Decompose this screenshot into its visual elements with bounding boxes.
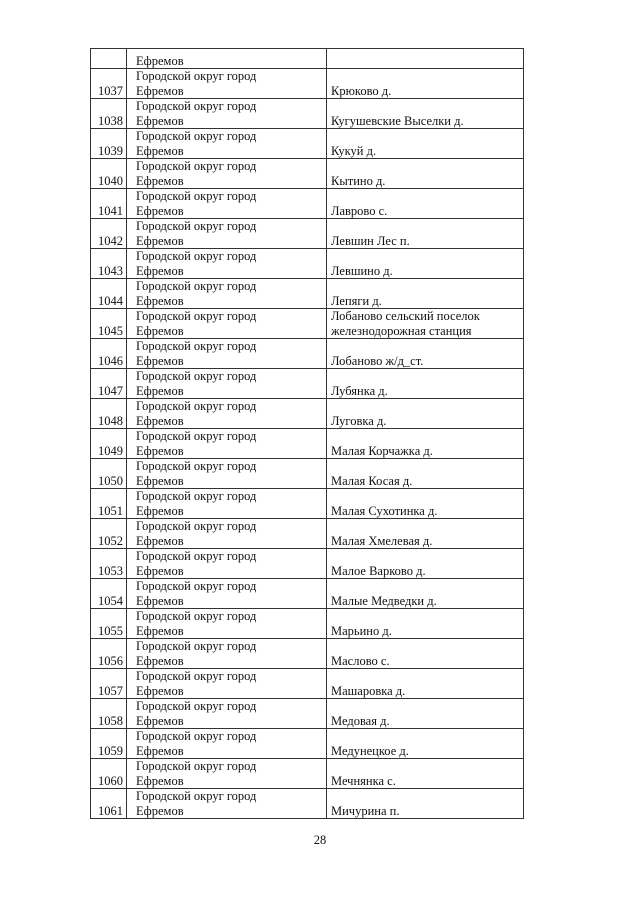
- row-number-cell: 1041: [91, 189, 127, 219]
- locality-line: Малая Косая д.: [331, 473, 413, 488]
- municipality-line: Городской округ город: [136, 159, 257, 173]
- row-number-cell: 1037: [91, 69, 127, 99]
- municipality-line: Ефремов: [136, 743, 184, 758]
- municipality-line: Ефремов: [136, 533, 184, 548]
- locality-line: Крюково д.: [331, 83, 392, 98]
- locality-cell: [327, 69, 524, 99]
- municipality-line: Городской округ город: [136, 339, 257, 353]
- row-number-cell: 1044: [91, 279, 127, 309]
- locality-cell: [327, 789, 524, 819]
- locality-line: Марьино д.: [331, 623, 392, 638]
- table-row: [91, 99, 524, 129]
- table-row: [91, 639, 524, 669]
- locality-cell: [327, 489, 524, 519]
- locality-cell: [327, 759, 524, 789]
- municipality-line: Городской округ город: [136, 189, 257, 203]
- municipality-cell: [127, 99, 327, 129]
- locality-cell: [327, 399, 524, 429]
- municipality-line: Городской округ город: [136, 279, 257, 293]
- locality-line: железнодорожная станция: [331, 323, 472, 338]
- locality-cell: [327, 279, 524, 309]
- row-number-cell: 1046: [91, 339, 127, 369]
- locality-line: Лобаново сельский поселок: [331, 309, 480, 323]
- table-row: [91, 759, 524, 789]
- row-number-cell: 1051: [91, 489, 127, 519]
- table-row: [91, 789, 524, 819]
- row-number-cell: 1049: [91, 429, 127, 459]
- locality-line: Малая Сухотинка д.: [331, 503, 438, 518]
- table-row: [91, 69, 524, 99]
- locality-cell: [327, 309, 524, 339]
- row-number-cell: 1055: [91, 609, 127, 639]
- municipality-line: Ефремов: [136, 323, 184, 338]
- municipality-line: Городской округ город: [136, 639, 257, 653]
- locality-line: Мичурина п.: [331, 803, 400, 818]
- table-row: [91, 459, 524, 489]
- locality-line: Мечнянка с.: [331, 773, 396, 788]
- municipality-cell: [127, 369, 327, 399]
- table-row: [91, 309, 524, 339]
- locality-line: Медовая д.: [331, 713, 390, 728]
- municipality-cell: [127, 249, 327, 279]
- row-number-cell: 1040: [91, 159, 127, 189]
- municipality-cell: [127, 189, 327, 219]
- municipality-cell: [127, 219, 327, 249]
- table-row: [91, 189, 524, 219]
- table-row: [91, 729, 524, 759]
- table-row: [91, 699, 524, 729]
- locality-cell: [327, 699, 524, 729]
- locality-line: Кытино д.: [331, 173, 386, 188]
- municipality-cell: [127, 279, 327, 309]
- municipality-cell: [127, 159, 327, 189]
- municipality-cell: [127, 129, 327, 159]
- municipality-cell: [127, 759, 327, 789]
- municipality-cell: [127, 489, 327, 519]
- municipality-line: Ефремов: [136, 443, 184, 458]
- row-number-cell: [91, 49, 127, 69]
- municipality-cell: [127, 399, 327, 429]
- locality-line: Левшин Лес п.: [331, 233, 410, 248]
- locality-line: Левшино д.: [331, 263, 393, 278]
- locality-cell: [327, 729, 524, 759]
- municipality-line: Ефремов: [136, 653, 184, 668]
- row-number-cell: 1045: [91, 309, 127, 339]
- row-number-cell: 1042: [91, 219, 127, 249]
- municipality-line: Городской округ город: [136, 579, 257, 593]
- table-row: [91, 609, 524, 639]
- locality-cell: [327, 669, 524, 699]
- locality-line: Малая Хмелевая д.: [331, 533, 433, 548]
- municipality-line: Ефремов: [136, 143, 184, 158]
- locality-cell: [327, 639, 524, 669]
- locality-cell: [327, 219, 524, 249]
- locality-cell: [327, 189, 524, 219]
- municipality-cell: [127, 69, 327, 99]
- locality-line: Машаровка д.: [331, 683, 406, 698]
- row-number-cell: 1056: [91, 639, 127, 669]
- municipality-line: Городской округ город: [136, 669, 257, 683]
- table-row-continuation: [91, 49, 524, 69]
- municipality-line: Ефремов: [136, 563, 184, 578]
- locality-cell: [327, 99, 524, 129]
- table-row: [91, 129, 524, 159]
- municipality-line: Городской округ город: [136, 759, 257, 773]
- page-number: 28: [313, 833, 327, 847]
- municipality-line: Городской округ город: [136, 459, 257, 473]
- municipality-line: Городской округ город: [136, 129, 257, 143]
- municipality-line: Городской округ город: [136, 69, 257, 83]
- locality-cell: [327, 549, 524, 579]
- municipality-line: Городской округ город: [136, 519, 257, 533]
- locality-cell: [327, 49, 524, 69]
- table-row: [91, 369, 524, 399]
- municipality-line: Городской округ город: [136, 789, 257, 803]
- locality-line: Маслово с.: [331, 653, 390, 668]
- municipality-line: Ефремов: [136, 263, 184, 278]
- municipality-cell: [127, 429, 327, 459]
- municipality-cell: [127, 579, 327, 609]
- municipality-line: Городской округ город: [136, 219, 257, 233]
- table-row: [91, 489, 524, 519]
- row-number-cell: 1061: [91, 789, 127, 819]
- municipality-cell: [127, 609, 327, 639]
- row-number-cell: 1053: [91, 549, 127, 579]
- municipality-cell: [127, 459, 327, 489]
- locality-cell: [327, 519, 524, 549]
- locality-cell: [327, 609, 524, 639]
- row-number-cell: 1048: [91, 399, 127, 429]
- municipality-line: Городской округ город: [136, 249, 257, 263]
- municipality-cell: [127, 729, 327, 759]
- municipality-cell: [127, 789, 327, 819]
- municipality-line: Ефремов: [136, 233, 184, 248]
- locality-line: Лепяги д.: [331, 293, 382, 308]
- row-number-cell: 1038: [91, 99, 127, 129]
- table-row: [91, 159, 524, 189]
- municipality-line: Ефремов: [136, 623, 184, 638]
- row-number-cell: 1059: [91, 729, 127, 759]
- municipality-line: Ефремов: [136, 413, 184, 428]
- municipality-line: Ефремов: [136, 173, 184, 188]
- municipality-line: Ефремов: [136, 383, 184, 398]
- table-row: [91, 249, 524, 279]
- locality-cell: [327, 369, 524, 399]
- municipality-cell: [127, 669, 327, 699]
- municipality-line: Городской округ город: [136, 489, 257, 503]
- locality-line: Малая Корчажка д.: [331, 443, 433, 458]
- locality-line: Луговка д.: [331, 413, 387, 428]
- locality-table: [90, 48, 524, 819]
- municipality-line: Городской округ город: [136, 399, 257, 413]
- table-row: [91, 429, 524, 459]
- row-number-cell: 1054: [91, 579, 127, 609]
- municipality-line: Ефремов: [136, 203, 184, 218]
- locality-table-sheet: [90, 48, 524, 819]
- municipality-line: Ефремов: [136, 713, 184, 728]
- locality-line: Малые Медведки д.: [331, 593, 437, 608]
- municipality-line: Ефремов: [136, 353, 184, 368]
- locality-cell: [327, 159, 524, 189]
- row-number-cell: 1060: [91, 759, 127, 789]
- row-number-cell: 1057: [91, 669, 127, 699]
- municipality-cell: [127, 309, 327, 339]
- locality-line: Лубянка д.: [331, 383, 388, 398]
- municipality-line: Ефремов: [136, 773, 184, 788]
- municipality-line: Городской округ город: [136, 699, 257, 713]
- row-number-cell: 1052: [91, 519, 127, 549]
- row-number-cell: 1058: [91, 699, 127, 729]
- municipality-line: Ефремов: [136, 503, 184, 518]
- locality-cell: [327, 339, 524, 369]
- table-row: [91, 519, 524, 549]
- locality-line: Кукуй д.: [331, 143, 377, 158]
- table-row: [91, 579, 524, 609]
- table-row: [91, 669, 524, 699]
- table-row: [91, 549, 524, 579]
- municipality-line: Городской округ город: [136, 609, 257, 623]
- locality-cell: [327, 459, 524, 489]
- municipality-cell: [127, 699, 327, 729]
- municipality-line: Ефремов: [136, 473, 184, 488]
- municipality-cell: Ефремов: [127, 49, 327, 69]
- table-row: [91, 399, 524, 429]
- municipality-line: Городской округ город: [136, 729, 257, 743]
- municipality-line: Городской округ город: [136, 369, 257, 383]
- municipality-cell: [127, 519, 327, 549]
- municipality-cell: [127, 339, 327, 369]
- locality-cell: [327, 429, 524, 459]
- locality-line: Лаврово с.: [331, 203, 388, 218]
- row-number-cell: 1047: [91, 369, 127, 399]
- locality-cell: [327, 579, 524, 609]
- municipality-line: Ефремов: [136, 293, 184, 308]
- municipality-line: Городской округ город: [136, 429, 257, 443]
- municipality-line: Городской округ город: [136, 99, 257, 113]
- row-number-cell: 1050: [91, 459, 127, 489]
- locality-line: Лобаново ж/д_ст.: [331, 353, 424, 368]
- table-row: [91, 219, 524, 249]
- locality-cell: [327, 129, 524, 159]
- row-number-cell: 1043: [91, 249, 127, 279]
- municipality-line: Городской округ город: [136, 309, 257, 323]
- table-row: [91, 279, 524, 309]
- municipality-line: Ефремов: [136, 83, 184, 98]
- row-number-cell: 1039: [91, 129, 127, 159]
- municipality-line: Городской округ город: [136, 549, 257, 563]
- locality-line: Медунецкое д.: [331, 743, 409, 758]
- municipality-line: Ефремов: [136, 593, 184, 608]
- locality-cell: [327, 249, 524, 279]
- locality-line: Кугушевские Выселки д.: [331, 113, 464, 128]
- locality-line: Малое Варково д.: [331, 563, 426, 578]
- municipality-cell: [127, 549, 327, 579]
- municipality-line: Ефремов: [136, 113, 184, 128]
- municipality-cell: [127, 639, 327, 669]
- locality-table-body: [91, 49, 524, 819]
- table-row: [91, 339, 524, 369]
- municipality-line: Ефремов: [136, 803, 184, 818]
- municipality-line: Ефремов: [136, 683, 184, 698]
